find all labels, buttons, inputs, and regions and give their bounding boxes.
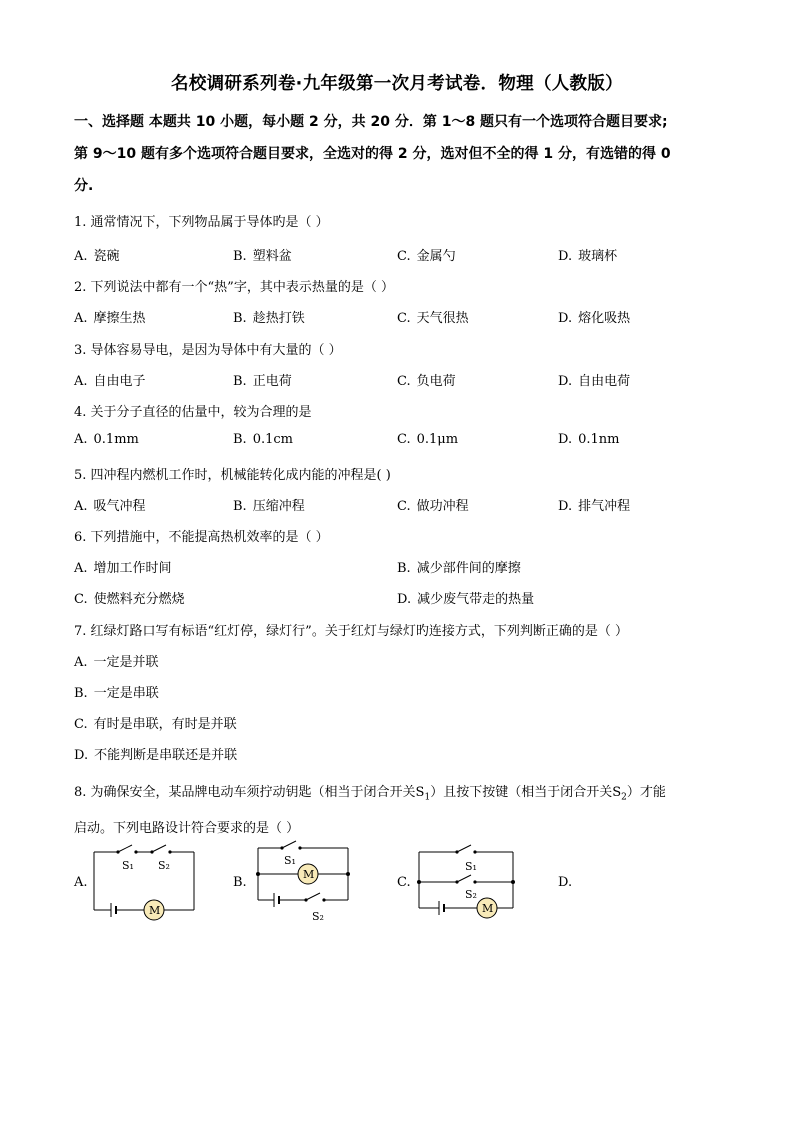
svg-text:S₂: S₂ [158,859,170,872]
question-8-stem-line1: 8. 为确保安全，某品牌电动车须拧动钥匙（相当于闭合开关$S_1$）且按下按键（相当于闭合开关$S_2$）才能 [74,785,666,803]
question-4-option-a[interactable]: A. 0.1mm [74,432,139,447]
question-3-option-d[interactable]: D. 自由电荷 [558,374,631,389]
question-4-option-d[interactable]: D. 0.1nm [558,432,620,447]
question-8-stem-line2: 启动。下列电路设计符合要求的是（ ） [74,821,300,836]
question-1-option-d[interactable]: D. 玻璃杯 [558,249,618,264]
question-4-option-b[interactable]: B. 0.1cm [233,432,293,447]
question-5-option-a[interactable]: A. 吸气冲程 [74,499,146,514]
question-2-stem: 2. 下列说法中都有一个“热”字，其中表示热量的是（ ） [74,280,394,295]
svg-text:M: M [149,904,161,917]
question-5-option-b[interactable]: B. 压缩冲程 [233,499,305,514]
question-2-option-b[interactable]: B. 趁热打铁 [233,311,305,326]
question-6-stem: 6. 下列措施中，不能提高热机效率的是（ ） [74,530,329,545]
section-instructions-line2: 第 9～10 题有多个选项符合题目要求，全选对的得 2 分，选对但不全的得 1 分，有选错的得 0 [74,146,671,162]
circuit-diagram-c [413,840,521,928]
question-7-option-a[interactable]: A. 一定是并联 [74,655,159,670]
question-5-stem: 5. 四冲程内燃机工作时，机械能转化成内能的冲程是( ) [74,468,391,483]
question-8-option-d[interactable]: D. [558,875,573,890]
question-3-option-a[interactable]: A. 自由电子 [74,374,146,389]
question-6-option-d[interactable]: D. 减少废气带走的热量 [397,592,535,607]
svg-text:S₁: S₁ [122,859,134,872]
question-6-option-b[interactable]: B. 减少部件间的摩擦 [397,561,521,576]
circuit-diagram-b [250,838,356,926]
question-7-option-c[interactable]: C. 有时是串联，有时是并联 [74,717,237,732]
question-8-option-a[interactable]: A. [74,875,88,890]
question-1-option-a[interactable]: A. 瓷碗 [74,249,120,264]
question-3-option-c[interactable]: C. 负电荷 [397,374,456,389]
question-2-option-d[interactable]: D. 熔化吸热 [558,311,631,326]
svg-text:M: M [303,868,315,881]
question-1-stem: 1. 通常情况下，下列物品属于导体旳是（ ） [74,215,329,230]
question-5-option-c[interactable]: C. 做功冲程 [397,499,469,514]
question-7-stem: 7. 红绿灯路口写有标语“红灯停，绿灯行”。关于红灯与绿灯旳连接方式，下列判断正确的是（ ） [74,624,628,639]
page-title: 名校调研系列卷·九年级第一次月考试卷．物理（人教版） [171,74,623,94]
section-instructions-line3: 分. [74,178,94,194]
section-instructions-line1: 一、选择题 本题共 10 小题，每小题 2 分，共 20 分．第 1～8 题只有一个选项符合题目要求; [74,114,668,130]
question-8-option-c[interactable]: C. [397,875,411,890]
circuit-diagram-a [88,840,200,928]
question-7-option-d[interactable]: D. 不能判断是串联还是并联 [74,748,238,763]
svg-text:M: M [482,902,494,915]
question-6-option-a[interactable]: A. 增加工作时间 [74,561,172,576]
question-5-option-d[interactable]: D. 排气冲程 [558,499,631,514]
question-3-stem: 3. 导体容易导电，是因为导体中有大量的（ ） [74,343,342,358]
svg-text:S₂: S₂ [312,910,324,923]
question-3-option-b[interactable]: B. 正电荷 [233,374,292,389]
svg-text:S₁: S₁ [284,854,296,867]
question-2-option-c[interactable]: C. 天气很热 [397,311,469,326]
question-2-option-a[interactable]: A. 摩擦生热 [74,311,146,326]
question-1-option-c[interactable]: C. 金属勺 [397,249,456,264]
question-4-stem: 4. 关于分子直径的估量中，较为合理的是 [74,405,312,420]
svg-text:S₂: S₂ [465,888,477,901]
question-8-option-b[interactable]: B. [233,875,247,890]
question-1-option-b[interactable]: B. 塑料盆 [233,249,292,264]
question-6-option-c[interactable]: C. 使燃料充分燃烧 [74,592,185,607]
svg-text:S₁: S₁ [465,860,477,873]
question-7-option-b[interactable]: B. 一定是串联 [74,686,159,701]
question-4-option-c[interactable]: C. 0.1μm [397,432,459,447]
